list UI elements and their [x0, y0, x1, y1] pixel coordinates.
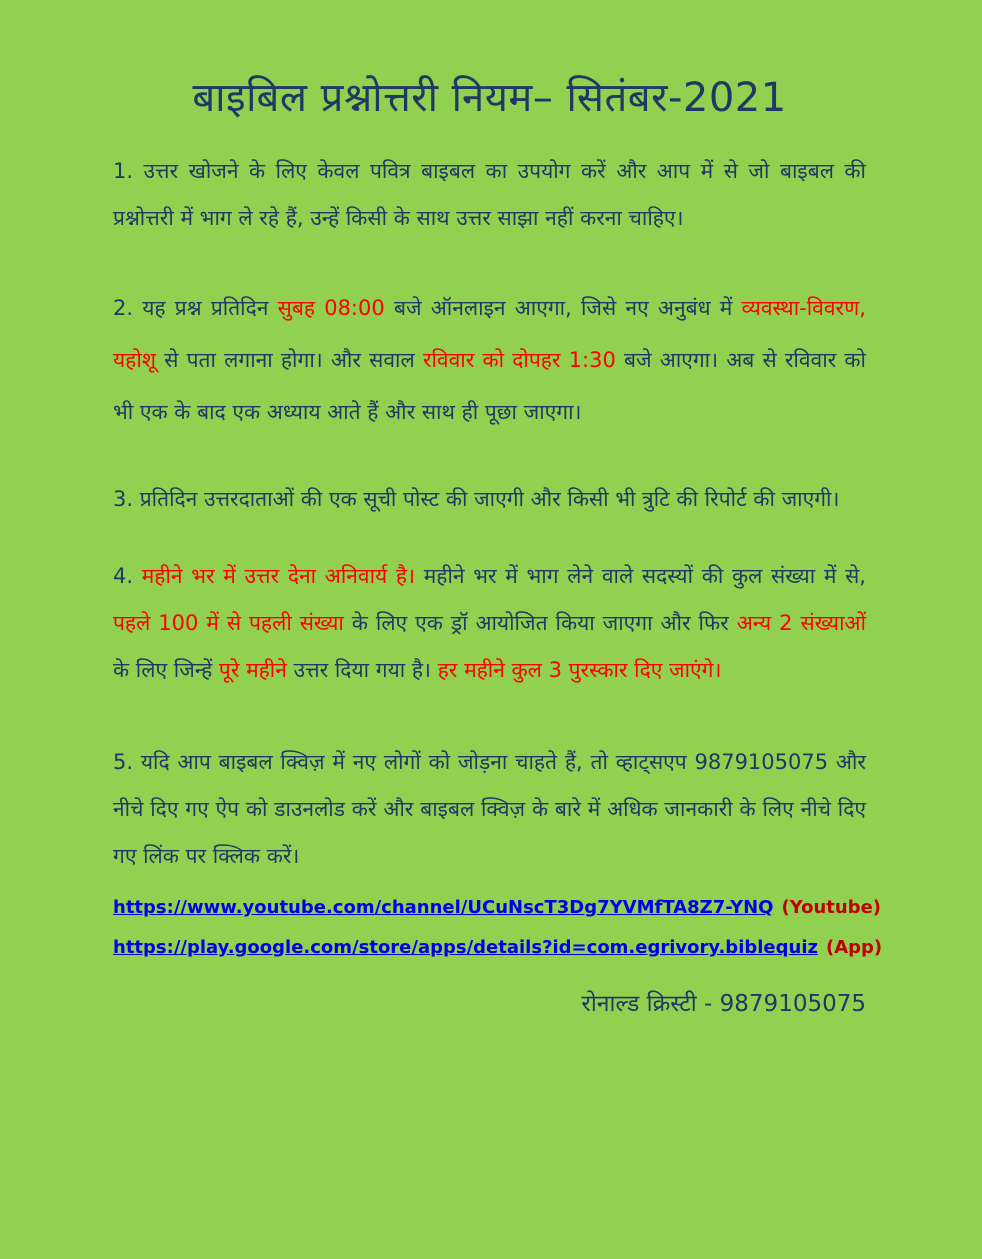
rule-text: 5. यदि आप बाइबल क्विज़ में नए लोगों को जोड़ना चाहते हैं, तो व्हाट्सएप 9879105075 और नीचे दिए गए ऐप को डाउनलोड करें और बाइबल क्विज़ के बारे में अधिक जानकारी के लिए नीचे दिए गए लिंक पर क्लिक करें। [113, 750, 866, 868]
youtube-link-tag: (Youtube) [781, 897, 882, 918]
rule-4 [113, 553, 866, 694]
rule-text: महीने भर में भाग लेने वाले सदस्यों की कुल संख्या में से, [415, 564, 866, 588]
rule-5 [113, 739, 866, 880]
app-link-tag: (App) [825, 937, 883, 958]
rule-2 [113, 282, 866, 438]
highlighted-text: महीने भर में उत्तर देना अनिवार्य है। [141, 564, 416, 588]
rule-text: 2. यह प्रश्न प्रतिदिन [113, 296, 278, 320]
page-title: बाइबिल प्रश्नोत्तरी नियम– सितंबर-2021 [192, 75, 787, 121]
rule-text: 1. उत्तर खोजने के लिए केवल पवित्र बाइबल का उपयोग करें और आप में से जो बाइबल की प्रश्नोत्तरी में भाग ले रहे हैं, उन्हें किसी के साथ उत्तर साझा नहीं करना चाहिए। [113, 159, 866, 230]
highlighted-text: पूरे महीने [218, 658, 287, 682]
highlighted-text: सुबह 08:00 [277, 296, 385, 320]
youtube-channel-link[interactable]: https://www.youtube.com/channel/UCuNscT3Dg7YVMfTA8Z7-YNQ [113, 897, 774, 918]
highlighted-text: पहले 100 में से पहली संख्या [113, 611, 344, 635]
rule-3 [113, 476, 866, 523]
app-link-line [113, 928, 883, 968]
rule-1 [113, 148, 866, 242]
play-store-app-link[interactable]: https://play.google.com/store/apps/details?id=com.egrivory.biblequiz [113, 937, 818, 958]
highlighted-text: अन्य 2 संख्याओं [736, 611, 866, 635]
highlighted-text: रविवार को दोपहर 1:30 [422, 348, 616, 372]
rule-text: के लिए एक ड्रॉ आयोजित किया जाएगा और फिर [343, 611, 737, 635]
rules-list [113, 148, 866, 880]
rule-text: के लिए जिन्हें [113, 658, 219, 682]
rule-text: बजे आएगा। अब से रविवार को भी एक के बाद एक अध्याय आते हैं और साथ ही पूछा जाएगा। [113, 348, 866, 424]
highlighted-text: व्यवस्था-विवरण, यहोशू [113, 296, 866, 372]
signature: रोनाल्ड क्रिस्टी - 9879105075 [581, 991, 866, 1017]
rule-text: बजे ऑनलाइन आएगा, जिसे नए अनुबंध में [384, 296, 742, 320]
rule-text: उत्तर दिया गया है। [286, 658, 438, 682]
rule-text: 3. प्रतिदिन उत्तरदाताओं की एक सूची पोस्ट की जाएगी और किसी भी त्रुटि की रिपोर्ट की जाएगी। [113, 487, 840, 511]
rule-text: 4. [113, 564, 142, 588]
rule-text: से पता लगाना होगा। और सवाल [156, 348, 423, 372]
youtube-link-line [113, 888, 882, 928]
highlighted-text: हर महीने कुल 3 पुरस्कार दिए जाएंगे। [437, 658, 722, 682]
links-section [113, 888, 883, 968]
